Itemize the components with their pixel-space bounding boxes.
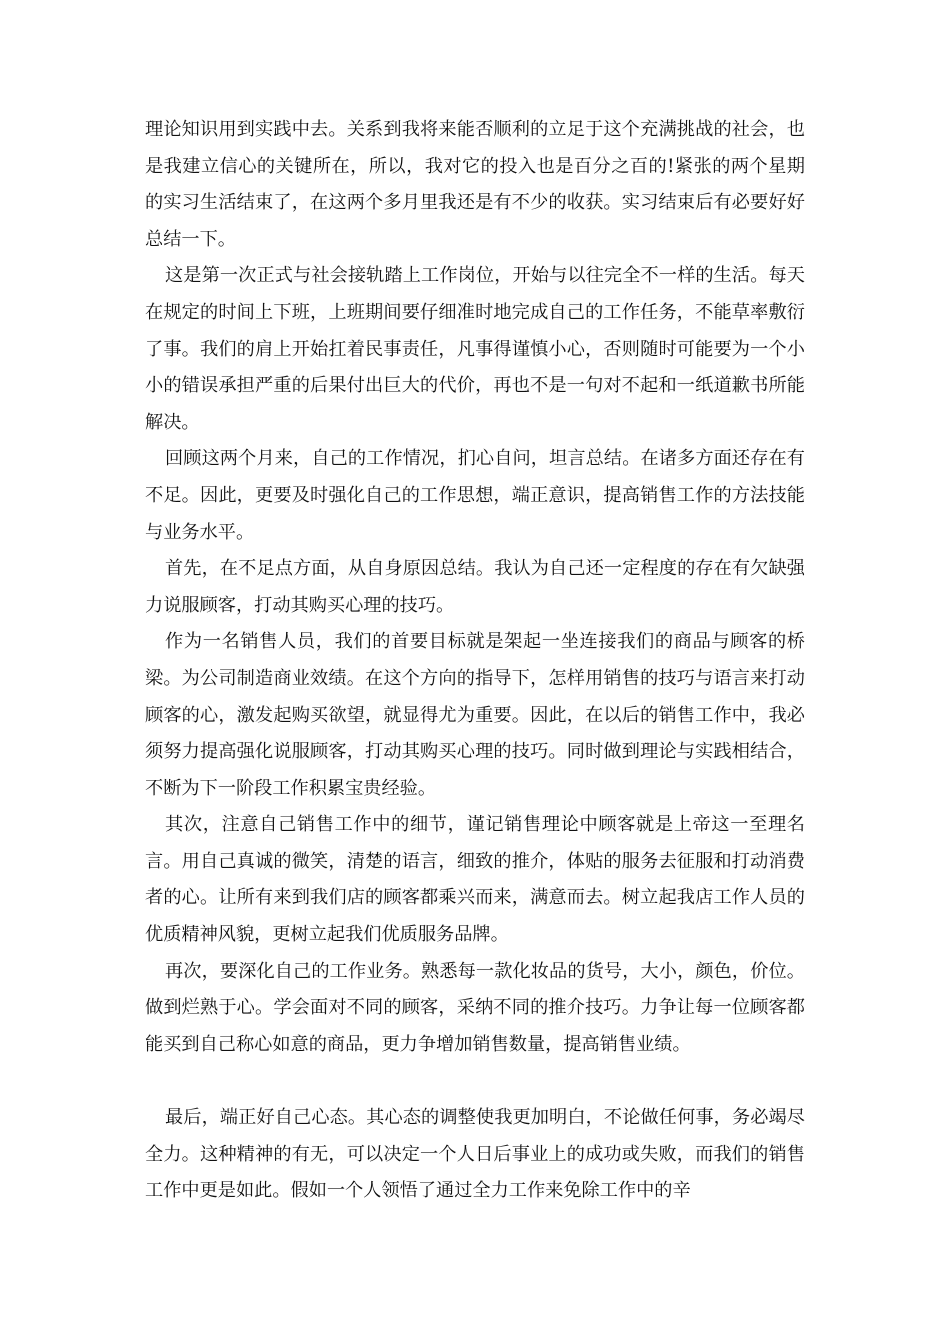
document-body (145, 112, 805, 1210)
paragraph-secondly: 其次，注意自己销售工作中的细节，谨记销售理论中顾客就是上帝这一至理名言。用自己真诚的微笑，清楚的语言，细致的推介，体贴的服务去征服和打动消费者的心。让所有来到我们店的顾客都乘兴而来，满意而去。树立起我店工作人员的优质精神风貌，更树立起我们优质服务品牌。 (145, 814, 805, 946)
paragraph-first-job: 这是第一次正式与社会接轨踏上工作岗位，开始与以往完全不一样的生活。每天在规定的时间上下班，上班期间要仔细准时地完成自己的工作任务，不能草率敷衍了事。我们的肩上开始扛着民事责任，凡事得谨慎小心，否则随时可能要为一个小小的错误承担严重的后果付出巨大的代价，再也不是一句对不起和一纸道歉书所能解决。 (145, 265, 805, 433)
paragraph-thirdly: 再次，要深化自己的工作业务。熟悉每一款化妆品的货号，大小，颜色，价位。做到烂熟于心。学会面对不同的顾客，采纳不同的推介技巧。力争让每一位顾客都能买到自己称心如意的商品，更力争增加销售数量，提高销售业绩。 (145, 960, 805, 1055)
paragraph-continuation: 理论知识用到实践中去。关系到我将来能否顺利的立足于这个充满挑战的社会，也是我建立信心的关键所在，所以，我对它的投入也是百分之百的!紧张的两个星期的实习生活结束了，在这两个多月里我还是有不少的收获。实习结束后有必要好好总结一下。 (145, 119, 805, 250)
paragraph-salesperson: 作为一名销售人员，我们的首要目标就是架起一坐连接我们的商品与顾客的桥梁。为公司制造商业效绩。在这个方向的指导下，怎样用销售的技巧与语言来打动顾客的心，激发起购买欲望，就显得尤为重要。因此，在以后的销售工作中，我必须努力提高强化说服顾客，打动其购买心理的技巧。同时做到理论与实践相结合，不断为下一阶段工作积累宝贵经验。 (145, 631, 805, 799)
paragraph-gap (145, 1063, 805, 1100)
paragraph-review: 回顾这两个月来，自己的工作情况，扪心自问，坦言总结。在诸多方面还存在有不足。因此，更要及时强化自己的工作思想，端正意识，提高销售工作的方法技能与业务水平。 (145, 448, 805, 543)
paragraph-finally: 最后，端正好自己心态。其心态的调整使我更加明白，不论做任何事，务必竭尽全力。这种精神的有无，可以决定一个人日后事业上的成功或失败，而我们的销售工作中更是如此。假如一个人领悟了通过全力工作来免除工作中的辛 (145, 1107, 805, 1202)
paragraph-firstly: 首先，在不足点方面，从自身原因总结。我认为自己还一定程度的存在有欠缺强力说服顾客，打动其购买心理的技巧。 (145, 558, 805, 616)
